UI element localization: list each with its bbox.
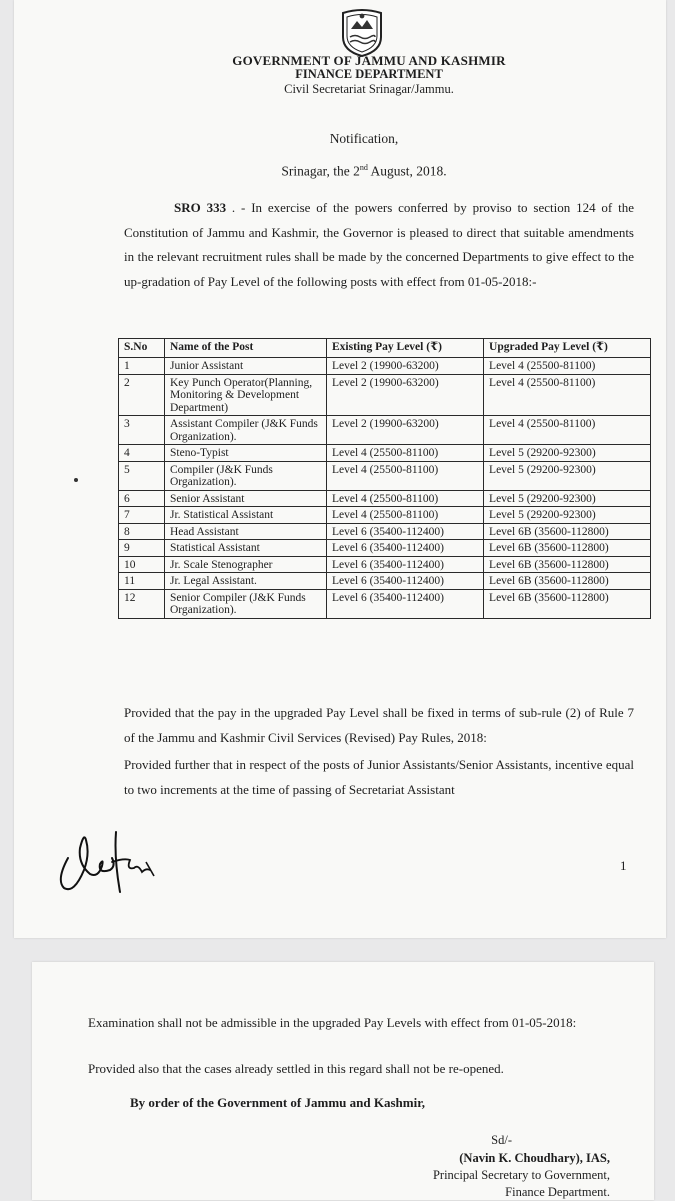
cell-sno: 2 (119, 374, 165, 416)
cell-upgraded: Level 6B (35600-112800) (484, 573, 651, 590)
notification-heading: Notification, (329, 131, 399, 146)
cell-post: Senior Assistant (165, 490, 327, 507)
header-existing: Existing Pay Level (₹) (327, 339, 484, 358)
sro-text: . - In exercise of the powers conferred by proviso to section 124 of the Constitution of Jammu and Kashmir, the Governor is pleased to direct that suitable amendments in the relevant recruitment rules shall be made by the concerned Departments to give effect to the up-gradation of Pay Level of the following posts with effect from 01-05-2018:- (124, 200, 634, 289)
cell-existing: Level 4 (25500-81100) (327, 507, 484, 524)
cell-upgraded: Level 6B (35600-112800) (484, 556, 651, 573)
cell-upgraded: Level 4 (25500-81100) (484, 416, 651, 445)
cell-post: Steno-Typist (165, 445, 327, 462)
sro-paragraph (124, 196, 634, 294)
cell-upgraded: Level 5 (29200-92300) (484, 461, 651, 490)
proviso-pay-fixation: Provided that the pay in the upgraded Pay Level shall be fixed in terms of sub-rule (2) of Rule 7 of the Jammu and Kashmir Civil Services (Revised) Pay Rules, 2018: (124, 705, 634, 745)
cell-existing: Level 6 (35400-112400) (327, 556, 484, 573)
signature-icon (50, 818, 190, 898)
cell-sno: 8 (119, 523, 165, 540)
cell-upgraded: Level 5 (29200-92300) (484, 490, 651, 507)
page-number: 1 (620, 858, 627, 873)
table-row (119, 445, 651, 462)
cell-upgraded: Level 6B (35600-112800) (484, 589, 651, 618)
government-title: GOVERNMENT OF JAMMU AND KASHMIR (232, 53, 506, 68)
pay-level-table (118, 338, 651, 619)
header-sno: S.No (119, 339, 165, 358)
cell-existing: Level 2 (19900-63200) (327, 374, 484, 416)
cell-sno: 9 (119, 540, 165, 557)
cell-upgraded: Level 6B (35600-112800) (484, 523, 651, 540)
document-page-1 (14, 0, 666, 938)
cell-upgraded: Level 6B (35600-112800) (484, 540, 651, 557)
header-post: Name of the Post (165, 339, 327, 358)
cell-sno: 3 (119, 416, 165, 445)
cell-post: Compiler (J&K Funds Organization). (165, 461, 327, 490)
cell-sno: 7 (119, 507, 165, 524)
cell-post: Jr. Statistical Assistant (165, 507, 327, 524)
cell-upgraded: Level 5 (29200-92300) (484, 445, 651, 462)
date-suffix: August, 2018. (367, 163, 447, 179)
table-header-row (119, 339, 651, 358)
table-row (119, 416, 651, 445)
document-page-2 (32, 962, 654, 1200)
cell-existing: Level 4 (25500-81100) (327, 445, 484, 462)
cell-upgraded: Level 4 (25500-81100) (484, 374, 651, 416)
table-row (119, 507, 651, 524)
cell-existing: Level 2 (19900-63200) (327, 416, 484, 445)
proviso-continuation: Examination shall not be admissible in the upgraded Pay Levels with effect from 01-05-2018: (88, 1015, 577, 1030)
cell-sno: 6 (119, 490, 165, 507)
table-row (119, 523, 651, 540)
office-address: Civil Secretariat Srinagar/Jammu. (284, 82, 454, 96)
cell-post: Senior Compiler (J&K Funds Organization). (165, 589, 327, 618)
cell-sno: 1 (119, 358, 165, 375)
cell-post (165, 374, 327, 416)
cell-sno: 11 (119, 573, 165, 590)
table-row (119, 556, 651, 573)
cell-existing: Level 2 (19900-63200) (327, 358, 484, 375)
cell-post: Statistical Assistant (165, 540, 327, 557)
header-upgraded: Upgraded Pay Level (₹) (484, 339, 651, 358)
cell-post: Assistant Compiler (J&K Funds Organization). (165, 416, 327, 445)
cell-existing: Level 4 (25500-81100) (327, 490, 484, 507)
scan-speck (74, 478, 78, 482)
table-row (119, 573, 651, 590)
post-name: Key Punch Operator (170, 376, 265, 389)
cell-existing: Level 6 (35400-112400) (327, 589, 484, 618)
cell-existing: Level 6 (35400-112400) (327, 523, 484, 540)
signatory-department: Finance Department. (505, 1185, 610, 1199)
table-row (119, 374, 651, 416)
cell-existing: Level 4 (25500-81100) (327, 461, 484, 490)
department-title: FINANCE DEPARTMENT (295, 67, 443, 81)
cell-sno: 4 (119, 445, 165, 462)
cell-upgraded: Level 4 (25500-81100) (484, 358, 651, 375)
state-emblem-icon (339, 7, 385, 57)
cell-post: Jr. Legal Assistant. (165, 573, 327, 590)
proviso-increments: Provided further that in respect of the posts of Junior Assistants/Senior Assistants, incentive equal to two increments at the time of passing of Secretariat Assistant (124, 757, 634, 797)
cell-post: Head Assistant (165, 523, 327, 540)
post-department: (Planning, Monitoring & Development Department) (170, 376, 313, 414)
table-row (119, 490, 651, 507)
signed-mark: Sd/- (491, 1133, 512, 1147)
signatory-designation: Principal Secretary to Government, (432, 1168, 610, 1182)
cell-post: Junior Assistant (165, 358, 327, 375)
date-line (164, 163, 564, 180)
cell-post: Jr. Scale Stenographer (165, 556, 327, 573)
table-row (119, 540, 651, 557)
order-line: By order of the Government of Jammu and Kashmir, (130, 1095, 426, 1110)
table-row (119, 358, 651, 375)
table-row (119, 589, 651, 618)
cell-sno: 5 (119, 461, 165, 490)
proviso-settled-cases: Provided also that the cases already settled in this regard shall not be re-opened. (88, 1061, 504, 1076)
table-row (119, 461, 651, 490)
cell-existing: Level 6 (35400-112400) (327, 540, 484, 557)
cell-sno: 12 (119, 589, 165, 618)
date-prefix: Srinagar, the 2 (281, 163, 360, 179)
cell-upgraded: Level 5 (29200-92300) (484, 507, 651, 524)
cell-sno: 10 (119, 556, 165, 573)
date-superscript: nd (359, 163, 368, 172)
cell-existing: Level 6 (35400-112400) (327, 573, 484, 590)
signatory-name: (Navin K. Choudhary), IAS, (459, 1151, 610, 1165)
sro-number: SRO 333 (174, 200, 227, 215)
